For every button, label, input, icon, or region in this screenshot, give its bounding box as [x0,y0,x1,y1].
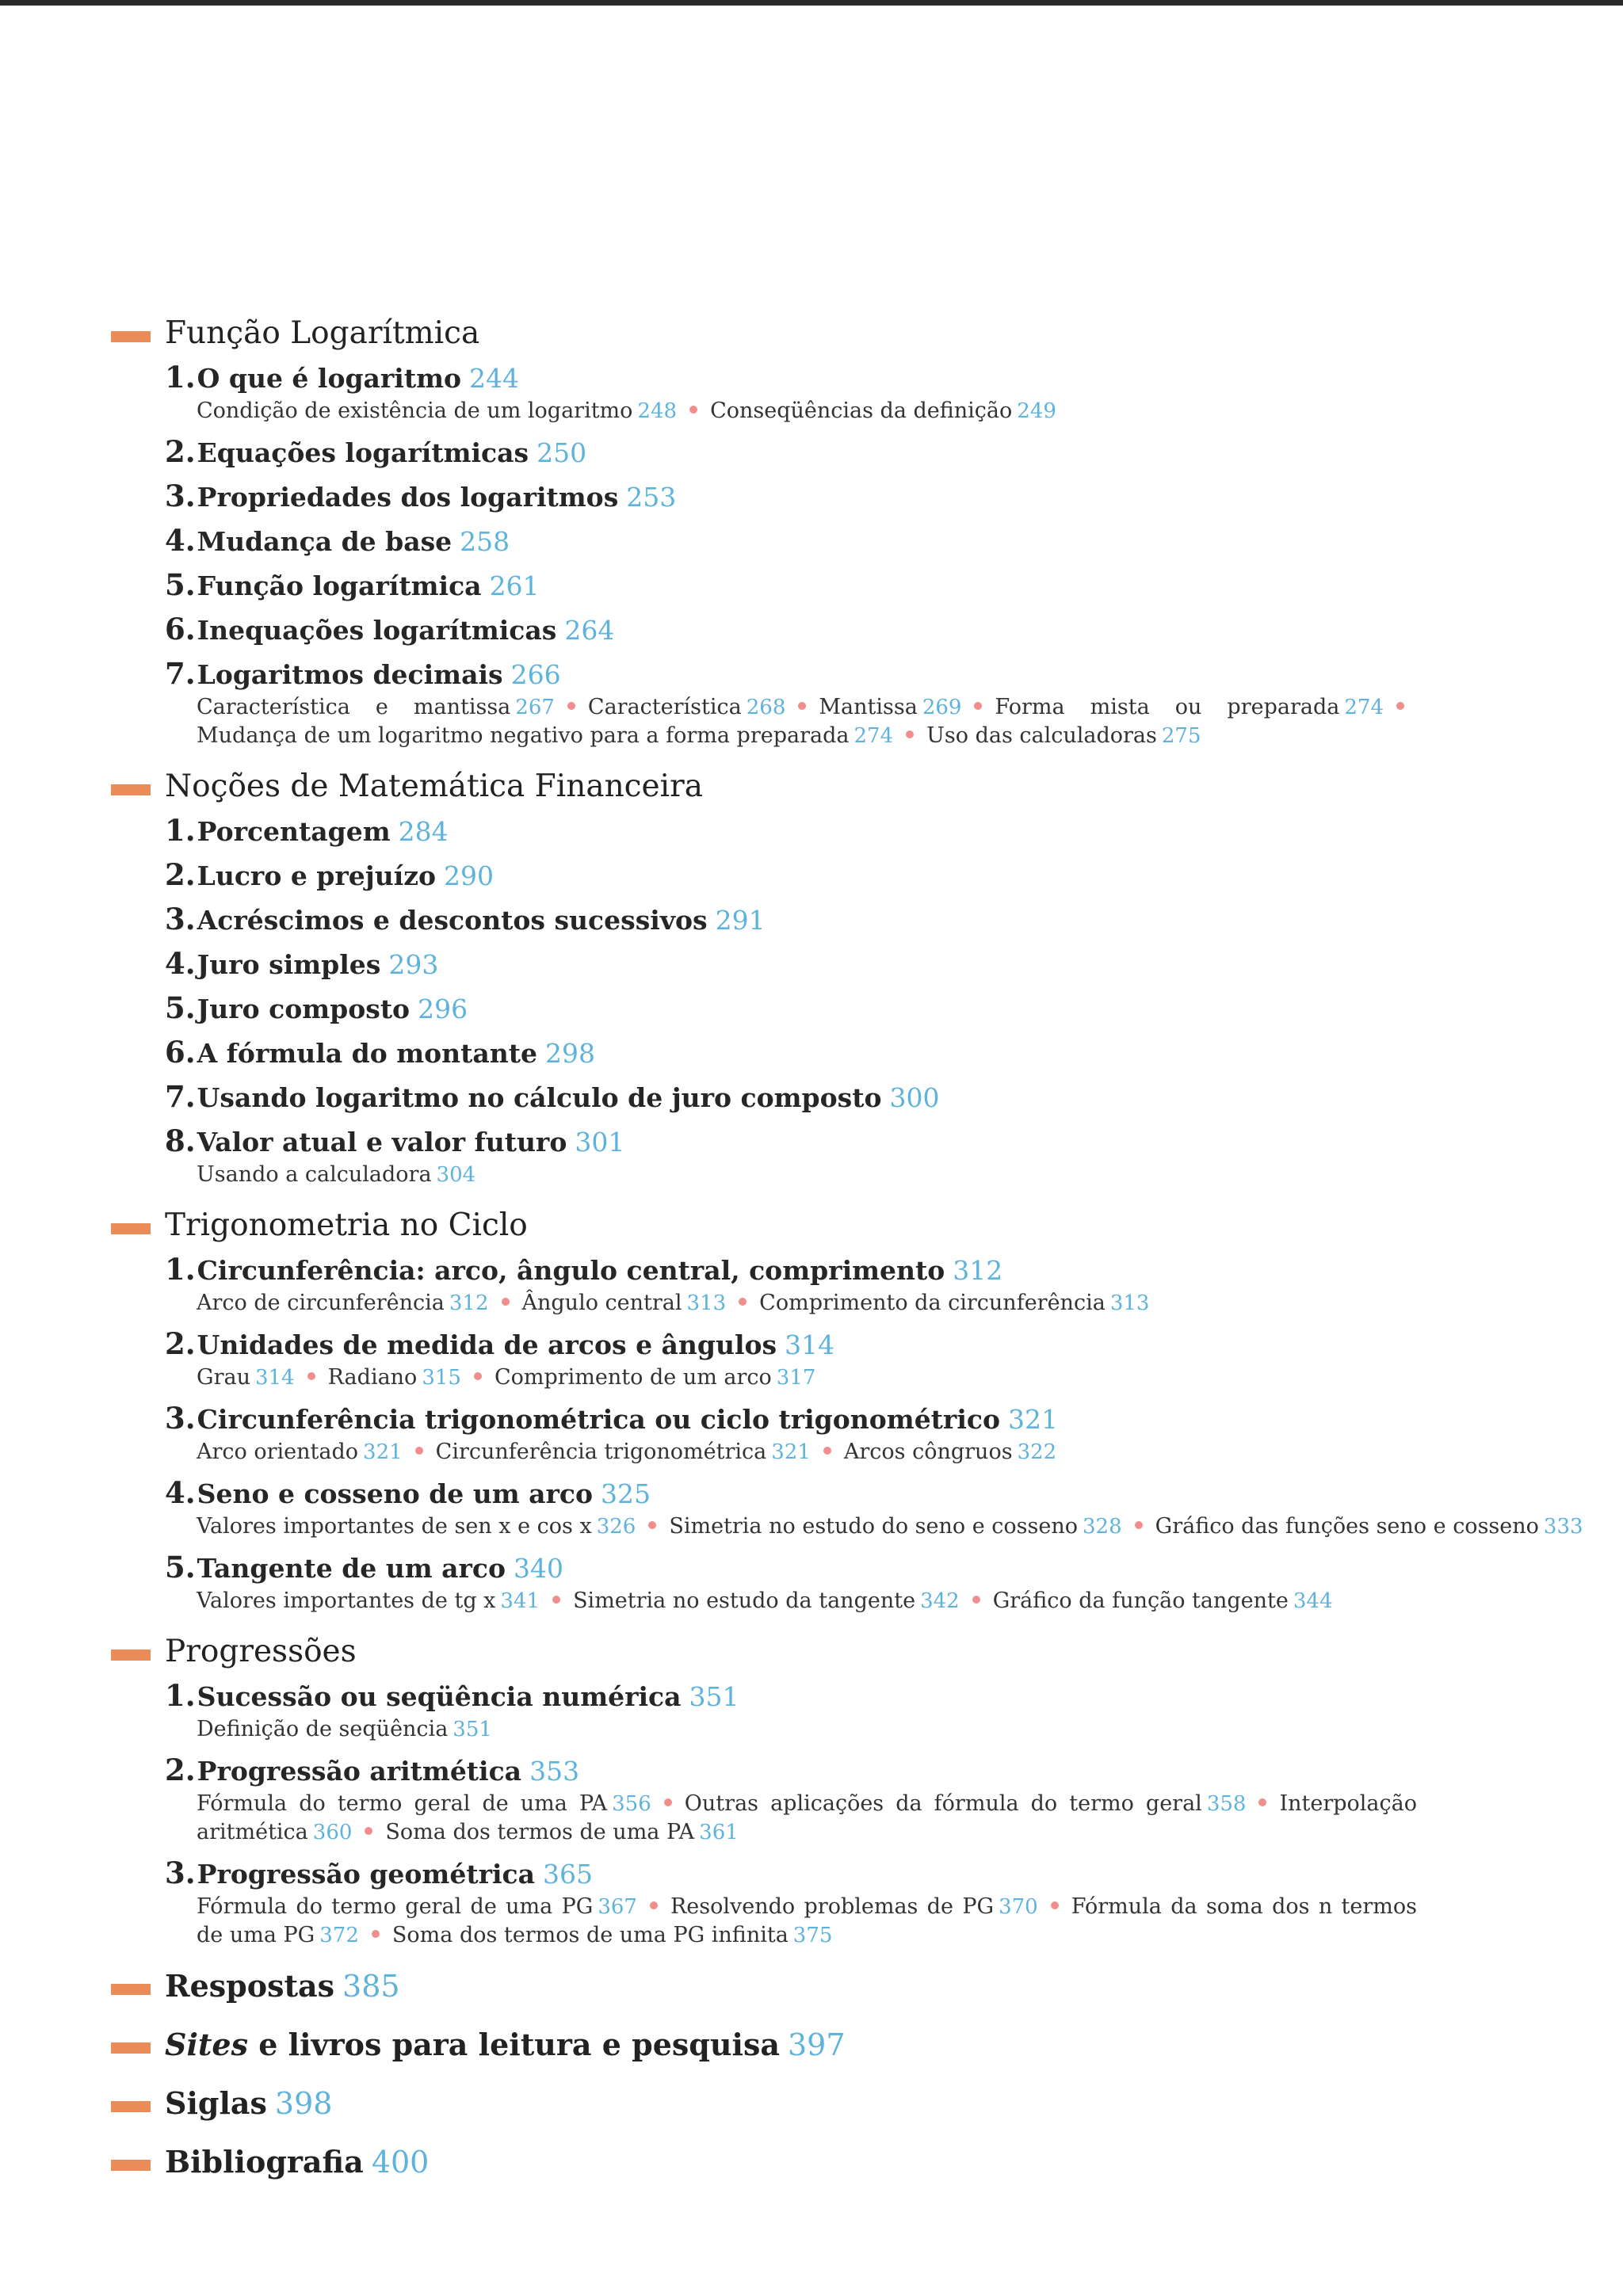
page-number: 385 [342,1969,400,2004]
topic-title: Mudança de um logaritmo negativo para a forma preparada [197,723,850,748]
section-number: 2. [165,1753,196,1787]
topic-list [197,1587,1417,1615]
chapter-title: Progressões [165,1634,357,1669]
page-number: 400 [371,2145,430,2180]
section-title: Mudança de base [197,526,453,557]
topic-title: Característica [587,695,742,719]
topic-title: Arco orientado [197,1440,359,1464]
separator-dot [689,406,697,414]
page-number: 258 [460,526,510,557]
page-number: 397 [787,2027,846,2062]
page-number: 313 [686,1291,727,1315]
separator-dot [648,1521,656,1529]
section-entry [165,1674,1419,1718]
separator-dot [415,1447,423,1455]
topic-title: Gráfico das funções seno e cosseno [1155,1514,1539,1539]
separator-dot [502,1298,510,1306]
entry-title: Respostas [165,1968,335,2004]
topic-title: Radiano [327,1365,418,1390]
topic-title: Valores importantes de tg x [197,1589,496,1613]
topic-list [197,693,1417,750]
page-number: 268 [746,696,786,719]
section-title: Propriedades dos logaritmos [197,482,619,513]
section-entry [165,356,1419,400]
section-number: 2. [165,1326,196,1361]
section-number: 5. [165,567,196,602]
topic-title: Característica e mantissa [197,695,511,719]
section-number: 3. [165,1855,196,1890]
topic-title: Condição de existência de um logaritmo [197,399,633,423]
separator-dot [1258,1798,1266,1806]
separator-dot [972,1596,980,1604]
section-entry [165,1749,1419,1793]
back-matter-respostas [111,1964,1419,2008]
page-number: 315 [422,1366,461,1390]
section-entry [165,809,1419,853]
section-entry [165,1119,1419,1164]
section-entry [165,942,1419,986]
chapter-title: Trigonometria no Ciclo [165,1207,528,1243]
section-number: 5. [165,1550,196,1585]
topic-title: Resolvendo problemas de PG [670,1894,995,1919]
page-number: 360 [312,1821,353,1844]
topic-list [197,1438,1417,1466]
section-number: 4. [165,1475,196,1510]
page-number: 322 [1017,1440,1057,1464]
chapter-marker [111,1650,151,1661]
page-number: 370 [999,1895,1038,1919]
page-number: 312 [449,1291,489,1315]
page-number: 317 [776,1366,816,1390]
page-number: 264 [564,615,615,646]
page-number: 333 [1543,1515,1583,1539]
separator-dot [365,1827,372,1835]
page-number: 361 [699,1821,739,1844]
section-title: Circunferência trigonométrica ou ciclo trigonométrico [197,1404,1000,1435]
section-number: 2. [165,434,196,469]
page-number: 250 [537,437,587,468]
topic-title: Usando a calculadora [197,1162,432,1187]
topic-title: Simetria no estudo do seno e cosseno [669,1514,1078,1539]
page-number: 328 [1083,1515,1122,1539]
page-number: 244 [469,363,520,394]
section-entry [165,652,1419,696]
topic-title: Fórmula da soma dos n termos de uma PG [197,1894,1418,1947]
section-number: 8. [165,1123,196,1158]
separator-dot [1135,1521,1143,1529]
page-number: 356 [612,1792,651,1816]
section-title: Equações logarítmicas [197,437,529,468]
section-title: Circunferência: arco, ângulo central, comprimento [197,1255,945,1286]
topic-list [197,1512,1583,1541]
page-number: 266 [510,659,561,690]
section-title: Lucro e prejuízo [197,860,436,891]
section-number: 2. [165,857,196,892]
section-title: Logaritmos decimais [197,659,503,690]
section-number: 7. [165,1079,196,1114]
topic-title: Arcos côngruos [843,1440,1013,1464]
back-matter-sites [111,2023,1419,2067]
chapter-title: Noções de Matemática Financeira [165,769,703,804]
chapter-progressoes [111,1630,1419,1950]
page-number: 269 [922,696,962,719]
section-title: A fórmula do montante [197,1038,537,1069]
topic-title: Fórmula do termo geral de uma PA [197,1791,608,1816]
page-number: 358 [1206,1792,1247,1816]
topic-title: Fórmula do termo geral de uma PG [197,1894,594,1919]
section-title: Tangente de um arco [197,1553,506,1584]
topic-title: Outras aplicações da fórmula do termo geral [684,1791,1202,1816]
section-number: 5. [165,990,196,1025]
page-number: 351 [453,1718,492,1741]
section-entry [165,519,1419,563]
page-number: 340 [514,1553,564,1584]
section-entry [165,475,1419,519]
section-entry [165,853,1419,898]
section-entry [165,898,1419,942]
chapter-marker [111,331,151,342]
page-number: 351 [689,1681,739,1712]
page-number: 248 [637,399,678,423]
topic-title: Conseqüências da definição [710,399,1013,423]
page-number: 367 [598,1895,637,1919]
page-number: 344 [1293,1589,1333,1613]
topic-title: Comprimento da circunferência [759,1291,1106,1315]
chapter-trigonometria [111,1203,1583,1615]
section-title: Juro composto [197,994,411,1024]
page-number: 291 [715,905,766,936]
section-title: O que é logaritmo [197,363,462,394]
page-number: 321 [1007,1404,1058,1435]
page-number: 284 [398,816,449,847]
topic-title: Comprimento de um arco [494,1365,772,1390]
entry-title: Siglas [165,2085,267,2121]
section-number: 1. [165,813,196,848]
topic-title: Ângulo central [521,1291,682,1315]
chapter-marker [111,2101,151,2112]
section-entry [165,1031,1419,1075]
page-number: 372 [319,1924,359,1947]
section-entry [165,1248,1419,1292]
section-entry [165,1852,1419,1896]
section-title: Valor atual e valor futuro [197,1127,567,1158]
topic-title: Arco de circunferência [197,1291,445,1315]
topic-list [197,1893,1417,1950]
section-entry [165,1397,1419,1441]
section-entry [165,608,1419,652]
separator-dot [906,730,914,738]
page-number: 298 [545,1038,595,1069]
section-number: 3. [165,479,196,513]
topic-list [197,1161,1417,1189]
section-number: 4. [165,523,196,558]
page-number: 353 [529,1756,580,1787]
section-title: Sucessão ou seqüência numérica [197,1681,682,1712]
section-title: Função logarítmica [197,570,482,601]
separator-dot [739,1298,747,1306]
page-number: 261 [489,570,540,601]
page-number: 290 [443,860,494,891]
section-number: 6. [165,612,196,646]
topic-list [197,1363,1417,1392]
topic-list [197,1790,1417,1847]
page-number: 304 [436,1163,476,1187]
separator-dot [798,702,806,710]
back-matter-entry [165,1964,1419,2008]
chapter-funcao-logaritmica [111,311,1419,750]
back-matter-entry [165,2140,1419,2184]
topic-title: Uso das calculadoras [926,723,1157,748]
back-matter-siglas [111,2081,1419,2126]
section-entry [165,563,1419,608]
separator-dot [664,1798,672,1806]
page-number: 249 [1017,399,1056,423]
page-number: 296 [418,994,468,1024]
separator-dot [307,1372,315,1380]
topic-title: Interpolação aritmética [197,1791,1417,1844]
topic-title: Circunferência trigonométrica [435,1440,767,1464]
page-number: 275 [1161,724,1201,748]
topic-list [197,1715,1417,1744]
back-matter-entry [165,2081,1419,2126]
page-number: 398 [274,2086,333,2121]
page-number: 342 [920,1589,960,1613]
topic-title: Valores importantes de sen x e cos x [197,1514,592,1539]
entry-title-italic: Sites [165,2027,249,2062]
section-number: 3. [165,1401,196,1436]
section-number: 1. [165,360,196,395]
chapter-matematica-financeira [111,765,1419,1189]
back-matter-entry [165,2023,1419,2067]
topic-title: Grau [197,1365,250,1390]
page-number: 312 [953,1255,1003,1286]
separator-dot [1396,702,1404,710]
separator-dot [552,1596,560,1604]
page-number: 253 [626,482,677,513]
section-number: 4. [165,946,196,981]
section-number: 3. [165,902,196,936]
section-title: Progressão aritmética [197,1756,522,1787]
chapter-title: Função Logarítmica [165,315,480,351]
section-title: Inequações logarítmicas [197,615,557,646]
topic-title: Forma mista ou preparada [995,695,1340,719]
separator-dot [823,1447,831,1455]
section-entry [165,430,1419,475]
section-title: Porcentagem [197,816,391,847]
page-number: 293 [388,949,439,980]
separator-dot [1051,1901,1059,1909]
section-number: 1. [165,1678,196,1713]
entry-title: Bibliografia [165,2144,364,2180]
page-number: 375 [792,1924,833,1947]
entry-title: e livros para leitura e pesquisa [258,2027,780,2062]
topic-title: Gráfico da função tangente [992,1589,1289,1613]
page-number: 314 [254,1366,295,1390]
section-entry [165,1471,1419,1516]
topic-title: Soma dos termos de uma PG infinita [391,1923,789,1947]
separator-dot [567,702,575,710]
page-number: 300 [889,1082,940,1113]
section-title: Usando logaritmo no cálculo de juro composto [197,1082,882,1113]
back-matter-bibliografia [111,2140,1419,2184]
chapter-marker [111,2160,151,2171]
topic-list [197,397,1417,425]
section-entry [165,986,1419,1031]
table-of-contents [111,311,1583,2184]
chapter-marker [111,1223,151,1234]
separator-dot [474,1372,482,1380]
section-number: 6. [165,1035,196,1070]
section-title: Acréscimos e descontos sucessivos [197,905,708,936]
chapter-marker [111,784,151,795]
separator-dot [650,1901,658,1909]
page-number: 321 [363,1440,403,1464]
top-rule [0,0,1623,6]
separator-dot [974,702,982,710]
page-number: 274 [854,724,894,748]
page-number: 267 [515,696,555,719]
page-number: 274 [1344,696,1384,719]
page-number: 365 [542,1859,593,1890]
section-entry [165,1075,1419,1119]
section-title: Unidades de medida de arcos e ângulos [197,1329,777,1360]
page-number: 325 [601,1478,651,1509]
section-title: Juro simples [197,949,381,980]
chapter-marker [111,1984,151,1995]
page-number: 314 [785,1329,835,1360]
section-entry [165,1546,1419,1590]
topic-title: Soma dos termos de uma PA [385,1820,695,1844]
page-number: 313 [1109,1291,1150,1315]
page-number: 326 [596,1515,636,1539]
section-number: 7. [165,656,196,691]
section-title: Seno e cosseno de um arco [197,1478,594,1509]
topic-title: Mantissa [819,695,918,719]
page-number: 321 [771,1440,811,1464]
section-number: 1. [165,1252,196,1287]
topic-title: Definição de seqüência [197,1717,449,1741]
section-title: Progressão geométrica [197,1859,535,1890]
topic-list [197,1289,1417,1318]
topic-title: Simetria no estudo da tangente [573,1589,916,1613]
page-number: 341 [500,1589,540,1613]
page-number: 301 [575,1127,625,1158]
separator-dot [372,1930,380,1938]
chapter-marker [111,2042,151,2054]
section-entry [165,1322,1419,1367]
